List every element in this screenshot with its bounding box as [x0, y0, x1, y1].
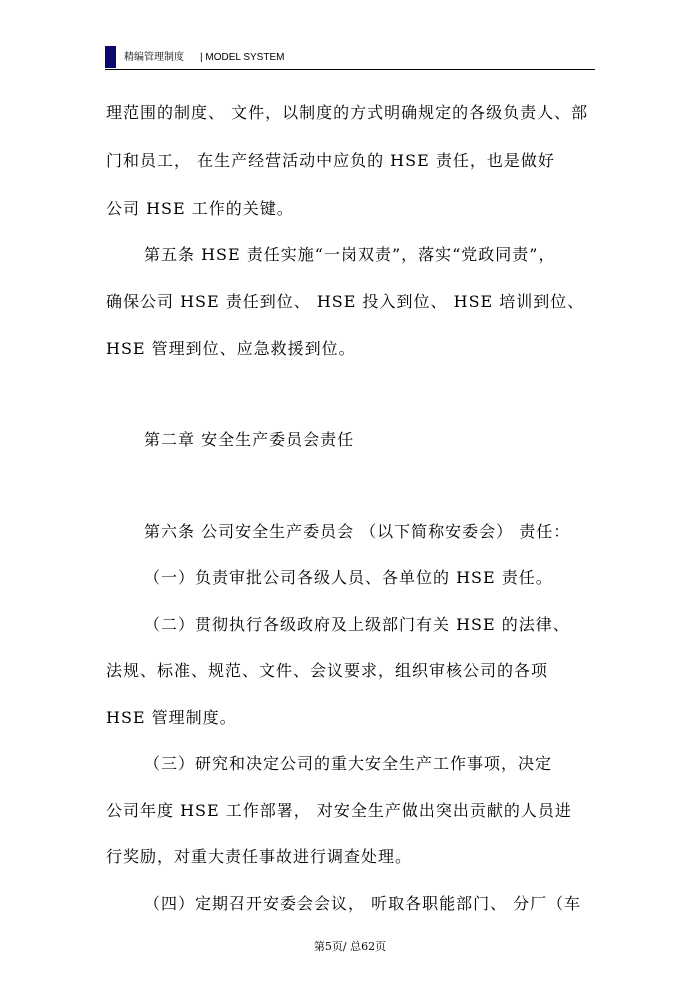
list-item: （四）定期召开安委会会议， 听取各职能部门、 分厂（车 [144, 894, 582, 913]
header-title: 精编管理制度 [124, 52, 184, 63]
list-item: （一）负责审批公司各级人员、各单位的 HSE 责任。 [144, 568, 553, 587]
page-number: 第5页/ 总62页 [313, 940, 387, 953]
chapter-heading: 第二章 安全生产委员会责任 [144, 430, 355, 449]
list-item: （二）贯彻执行各级政府及上级部门有关 HSE 的法律、 [144, 615, 570, 634]
header-divider [105, 69, 595, 70]
list-item: （三）研究和决定公司的重大安全生产工作事项，决定 [144, 754, 553, 773]
body-line: HSE 管理到位、应急救援到位。 [106, 339, 356, 358]
body-line: 理范围的制度、 文件，以制度的方式明确规定的各级负责人、部 [106, 103, 589, 122]
body-line: HSE 管理制度。 [106, 708, 237, 727]
header-subtitle: | MODEL SYSTEM [200, 52, 285, 63]
page-header [105, 46, 595, 72]
article-5-heading: 第五条 HSE 责任实施“一岗双责”，落实“党政同责”， [144, 245, 556, 264]
body-line: 门和员工， 在生产经营活动中应负的 HSE 责任，也是做好 [106, 151, 555, 170]
body-line: 公司 HSE 工作的关键。 [106, 199, 294, 218]
header-logo-mark [105, 46, 116, 68]
article-6-heading: 第六条 公司安全生产委员会 （以下简称安委会） 责任： [144, 522, 571, 541]
body-line: 公司年度 HSE 工作部署， 对安全生产做出突出贡献的人员进 [106, 801, 572, 820]
body-line: 确保公司 HSE 责任到位、 HSE 投入到位、 HSE 培训到位、 [106, 292, 585, 311]
body-line: 法规、标准、规范、文件、会议要求，组织审核公司的各项 [106, 661, 549, 680]
body-line: 行奖励，对重大责任事故进行调查处理。 [106, 847, 413, 866]
